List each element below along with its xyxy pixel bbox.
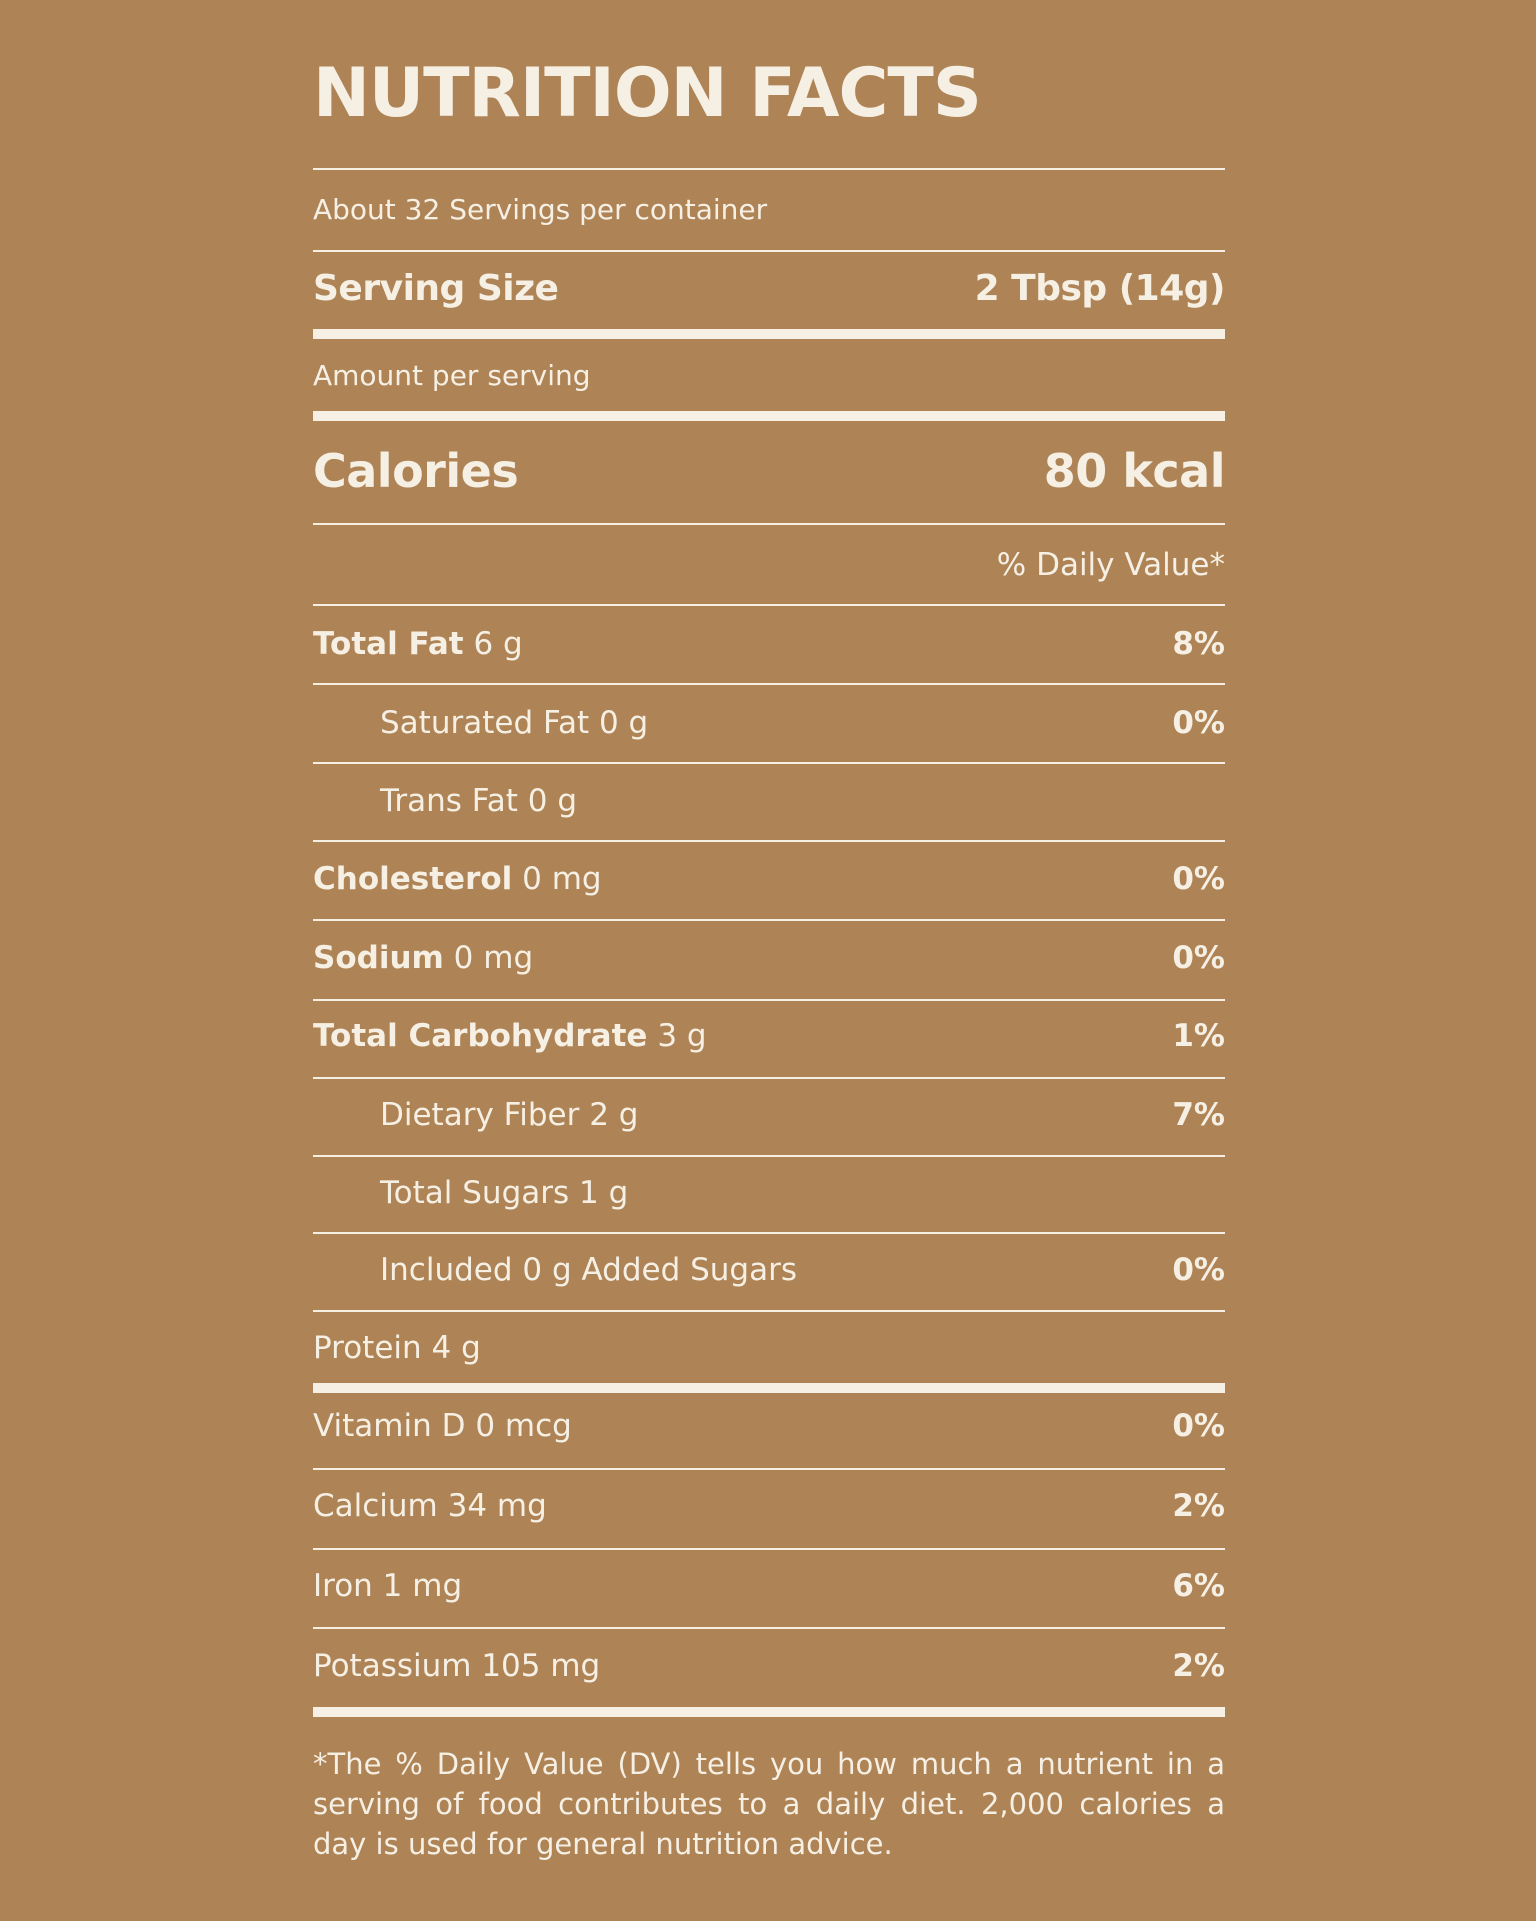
- divider: [313, 1232, 1225, 1234]
- vitamin-daily-value: 6%: [1172, 1568, 1225, 1604]
- nutrient-name: Total Sugars 1 g: [380, 1175, 629, 1211]
- nutrient-row-dietary-fiber: [313, 1097, 1225, 1133]
- nutrient-name: Trans Fat 0 g: [380, 783, 578, 819]
- nutrient-row-saturated-fat: [313, 705, 1225, 741]
- nutrient-row-total-sugars: [313, 1175, 1225, 1211]
- nutrient-name: Included 0 g Added Sugars: [380, 1252, 798, 1288]
- daily-value-footnote: *The % Daily Value (DV) tells you how much a nutrient in a serving of food contributes to a daily diet. 2,000 calories a day is used for general nutrition advice.: [313, 1747, 1225, 1861]
- divider: [313, 604, 1225, 606]
- nutrient-name: Protein 4 g: [313, 1330, 481, 1366]
- nutrient-daily-value: 8%: [1172, 626, 1225, 662]
- nutrient-row-sodium: [313, 940, 1225, 976]
- divider: [313, 168, 1225, 170]
- thick-divider: [313, 329, 1225, 339]
- nutrition-facts-title: NUTRITION FACTS: [313, 54, 981, 133]
- nutrient-daily-value: 0%: [1172, 705, 1225, 741]
- nutrient-name: Sodium: [313, 940, 444, 976]
- divider: [313, 1548, 1225, 1550]
- divider: [313, 1627, 1225, 1629]
- vitamin-name: Calcium 34 mg: [313, 1488, 547, 1524]
- servings-per-container: About 32 Servings per container: [313, 193, 768, 226]
- servings-per-container-row: [313, 193, 1225, 226]
- vitamin-name: Vitamin D 0 mcg: [313, 1408, 572, 1444]
- thick-divider: [313, 1383, 1225, 1393]
- vitamin-row-potassium: [313, 1648, 1225, 1684]
- divider: [313, 840, 1225, 842]
- serving-size-row: [313, 268, 1225, 309]
- nutrient-amount: 0 mg: [522, 861, 602, 897]
- nutrient-name: Saturated Fat 0 g: [380, 705, 649, 741]
- serving-size-value: 2 Tbsp (14g): [974, 268, 1225, 309]
- divider: [313, 919, 1225, 921]
- calories-label: Calories: [313, 444, 519, 498]
- nutrient-daily-value: 1%: [1172, 1018, 1225, 1054]
- amount-per-serving: Amount per serving: [313, 359, 591, 392]
- nutrient-daily-value: 0%: [1172, 861, 1225, 897]
- vitamin-row-calcium: [313, 1488, 1225, 1524]
- divider: [313, 523, 1225, 525]
- divider: [313, 1155, 1225, 1157]
- vitamin-daily-value: 2%: [1172, 1488, 1225, 1524]
- calories-row: [313, 444, 1225, 498]
- divider: [313, 999, 1225, 1001]
- divider: [313, 250, 1225, 252]
- serving-size-label: Serving Size: [313, 268, 559, 309]
- vitamin-row-iron: [313, 1568, 1225, 1604]
- nutrient-name: Total Carbohydrate: [313, 1018, 648, 1054]
- nutrient-amount: 0 mg: [453, 940, 534, 976]
- divider: [313, 1077, 1225, 1079]
- divider: [313, 762, 1225, 764]
- nutrient-daily-value: 0%: [1172, 940, 1225, 976]
- amount-per-serving-row: [313, 359, 1225, 392]
- nutrient-amount: 6 g: [473, 626, 523, 662]
- nutrient-row-total-fat: [313, 626, 1225, 662]
- vitamin-name: Iron 1 mg: [313, 1568, 463, 1604]
- divider: [313, 683, 1225, 685]
- nutrient-daily-value: 7%: [1172, 1097, 1225, 1133]
- thick-divider: [313, 411, 1225, 421]
- nutrient-name: Total Fat: [313, 626, 464, 662]
- vitamin-name: Potassium 105 mg: [313, 1648, 601, 1684]
- divider: [313, 1468, 1225, 1470]
- nutrient-name: Cholesterol: [313, 861, 513, 897]
- calories-value: 80 kcal: [1043, 444, 1225, 498]
- thick-divider: [313, 1707, 1225, 1717]
- nutrient-amount: 3 g: [657, 1018, 707, 1054]
- nutrient-daily-value: 0%: [1172, 1252, 1225, 1288]
- nutrient-row-added-sugars: [313, 1252, 1225, 1288]
- vitamin-daily-value: 2%: [1172, 1648, 1225, 1684]
- nutrient-row-cholesterol: [313, 861, 1225, 897]
- nutrient-row-total-carbohydrate: [313, 1018, 1225, 1054]
- nutrient-name: Dietary Fiber 2 g: [380, 1097, 639, 1133]
- daily-value-header-row: [313, 547, 1225, 583]
- vitamin-daily-value: 0%: [1172, 1408, 1225, 1444]
- daily-value-header: % Daily Value*: [996, 547, 1225, 583]
- vitamin-row-vitamin-d: [313, 1408, 1225, 1444]
- nutrient-row-protein: [313, 1330, 1225, 1366]
- nutrient-row-trans-fat: [313, 783, 1225, 819]
- divider: [313, 1310, 1225, 1312]
